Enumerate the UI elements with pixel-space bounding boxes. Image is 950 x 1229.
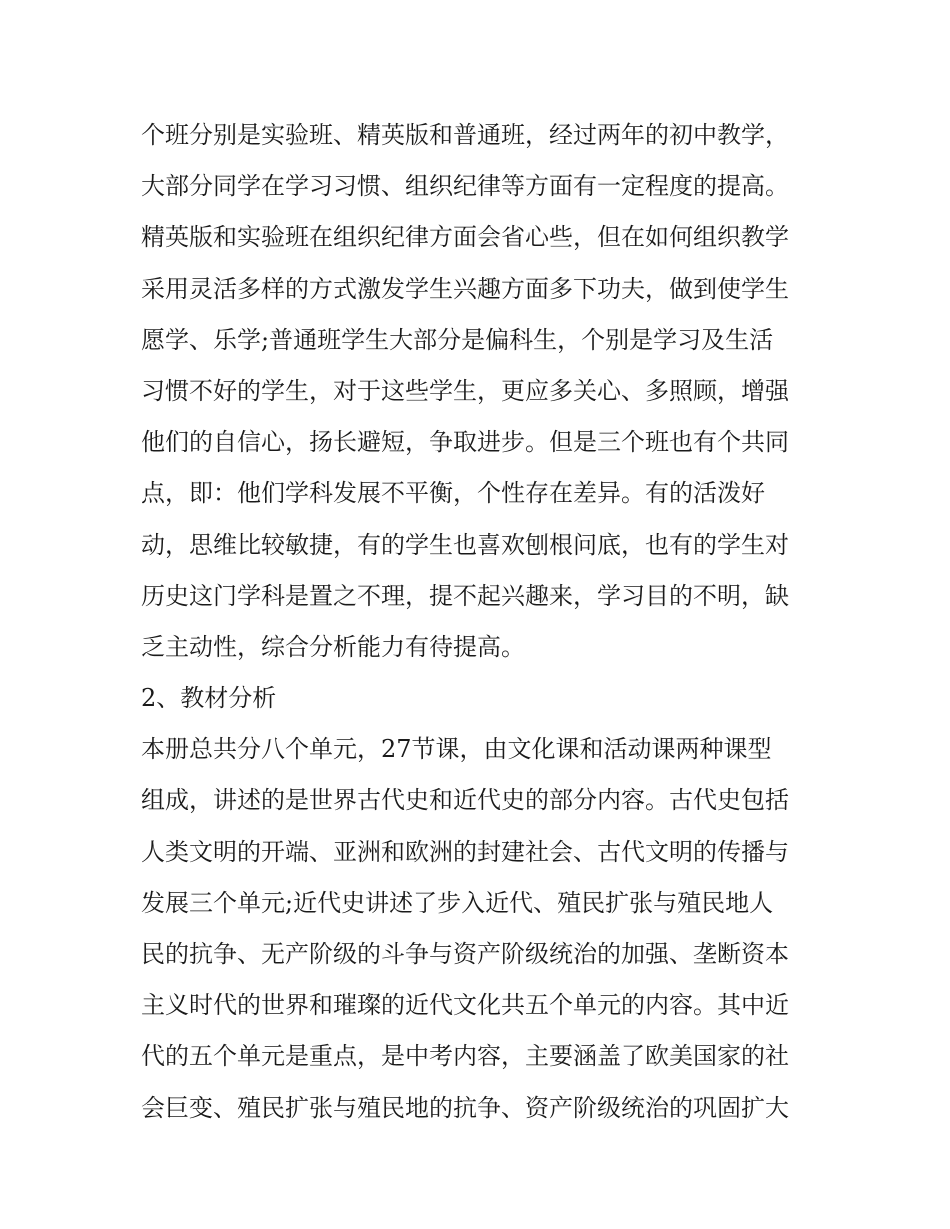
- text-line: 本册总共分八个单元，27节课，由文化课和活动课两种课型: [141, 735, 772, 764]
- text-line: 历史这门学科是置之不理，提不起兴趣来，学习目的不明，缺: [141, 581, 789, 610]
- text-line: 大部分同学在学习习惯、组织纪律等方面有一定程度的提高。: [141, 172, 789, 201]
- section-heading: 2、教材分析: [141, 684, 277, 713]
- text-line: 愿学、乐学;普通班学生大部分是偏科生，个别是学习及生活: [141, 325, 774, 354]
- text-line: 习惯不好的学生，对于这些学生，更应多关心、多照顾，增强: [141, 376, 789, 405]
- text-line: 主义时代的世界和璀璨的近代文化共五个单元的内容。其中近: [141, 991, 789, 1020]
- text-line: 个班分别是实验班、精英版和普通班，经过两年的初中教学，: [141, 121, 789, 149]
- text-line: 点，即：他们学科发展不平衡，个性存在差异。有的活泼好: [141, 479, 765, 508]
- text-line: 人类文明的开端、亚洲和欧洲的封建社会、古代文明的传播与: [141, 837, 789, 866]
- text-line: 他们的自信心，扬长避短，争取进步。但是三个班也有个共同: [141, 428, 789, 457]
- text-line: 发展三个单元;近代史讲述了步入近代、殖民扩张与殖民地人: [141, 888, 774, 917]
- text-line: 采用灵活多样的方式激发学生兴趣方面多下功夫，做到使学生: [141, 274, 789, 303]
- text-line: 组成，讲述的是世界古代史和近代史的部分内容。古代史包括: [141, 786, 789, 815]
- body-text: [141, 110, 841, 1134]
- text-line: 动，思维比较敏捷，有的学生也喜欢刨根问底，也有的学生对: [141, 530, 789, 559]
- text-line: 会巨变、殖民扩张与殖民地的抗争、资产阶级统治的巩固扩大: [141, 1093, 789, 1122]
- text-line: 乏主动性，综合分析能力有待提高。: [141, 632, 525, 661]
- text-line: 精英版和实验班在组织纪律方面会省心些，但在如何组织教学: [141, 223, 789, 252]
- text-line: 代的五个单元是重点，是中考内容，主要涵盖了欧美国家的社: [141, 1042, 789, 1071]
- text-line: 民的抗争、无产阶级的斗争与资产阶级统治的加强、垄断资本: [141, 940, 789, 968]
